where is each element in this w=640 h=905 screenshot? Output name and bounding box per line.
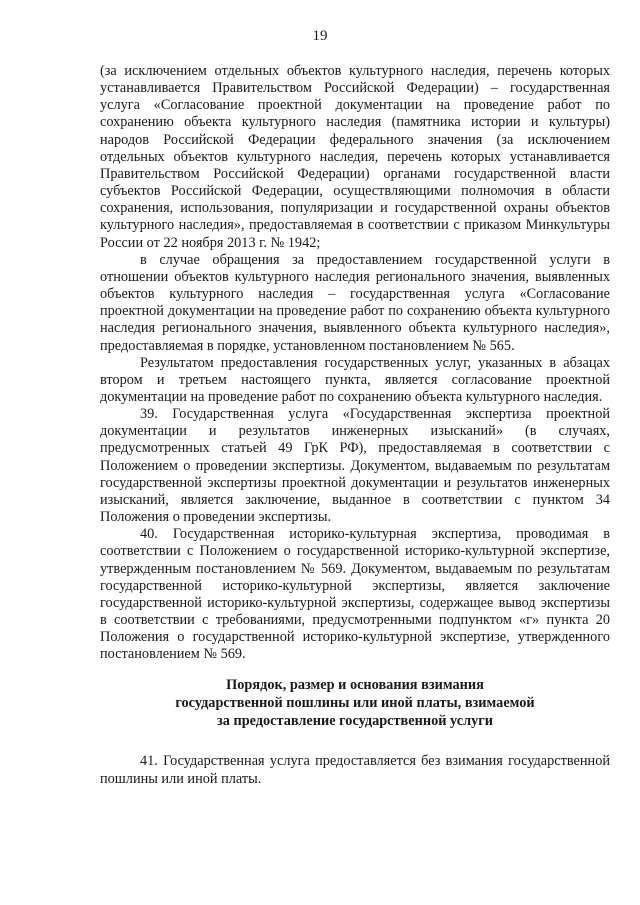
- paragraph: (за исключением отдельных объектов культурного наследия, перечень которых устанавливается Правительством Российской Федерации) – государственная услуга «Согласование проектной документации на проведение работ по сохранению объекта культурного наследия (памятника истории и культуры) народов Российской Федерации федерального значения (за исключением отдельных объектов культурного наследия, перечень которых устанавливается Правительством Российской Федерации) органами государственной власти субъектов Российской Федерации, осуществляющими полномочия в области сохранения, использования, популяризации и государственной охраны объектов культурного наследия», предоставляемая в соответствии с приказом Минкультуры России от 22 ноября 2013 г. № 1942;: [100, 63, 610, 251]
- page-number: 19: [312, 28, 328, 44]
- paragraph: в случае обращения за предоставлением государственной услуги в отношении объектов культурного наследия регионального значения, выявленных объектов культурного наследия – государственная услуга «Согласование проектной документации на проведение работ по сохранению объекта культурного наследия регионального значения, выявленного объекта культурного наследия», предоставляемая в порядке, установленном постановлением № 565.: [100, 251, 610, 354]
- paragraph: Результатом предоставления государственных услуг, указанных в абзацах втором и третьем настоящего пункта, является согласование проектной документации на проведение работ по сохранению объекта культурного наследия.: [100, 354, 610, 405]
- paragraph-item-41: 41. Государственная услуга предоставляется без взимания государственной пошлины или иной платы.: [100, 753, 610, 787]
- paragraph-item-39: 39. Государственная услуга «Государственная экспертиза проектной документации и результатов инженерных изысканий» (в случаях, предусмотренных статьей 49 ГрК РФ), предоставляемая в соответствии с Положением о проведении экспертизы. Документом, выдаваемым по результатам государственной экспертизы проектной документации и результатов инженерных изысканий, является заключение, выданное в соответствии с пунктом 34 Положения о проведении экспертизы.: [100, 406, 610, 526]
- section-heading: Порядок, размер и основания взимания государственной пошлины или иной платы, взимаемой за предоставление государственной услуги: [175, 677, 535, 730]
- paragraph-item-40: 40. Государственная историко-культурная экспертиза, проводимая в соответствии с Положением о государственной историко-культурной экспертизе, утвержденным постановлением № 569. Документом, выдаваемым по результатам государственной историко-культурной экспертизы, является заключение государственной историко-культурной экспертизы, содержащее вывод экспертизы в соответствии с требованиями, предусмотренными подпунктом «г» пункта 20 Положения о государственной историко-культурной экспертизе, утвержденного постановлением № 569.: [100, 526, 610, 663]
- document-body: [100, 63, 610, 788]
